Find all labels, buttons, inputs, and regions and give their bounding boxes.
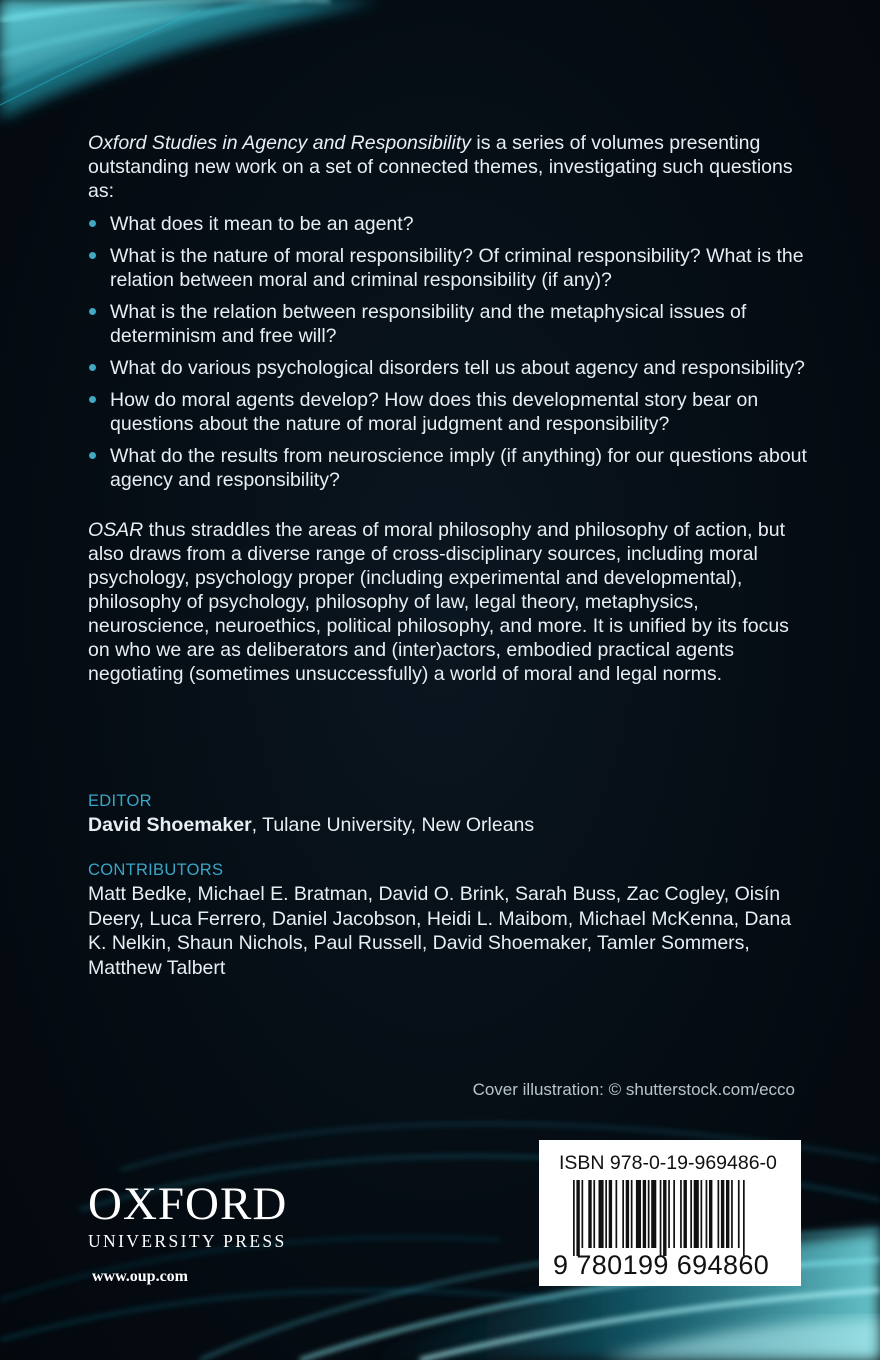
barcode-bar [684, 1180, 687, 1248]
intro-paragraph [88, 131, 808, 203]
barcode-bar [631, 1180, 633, 1248]
barcode-bar [701, 1180, 703, 1248]
top-swoosh [0, 0, 380, 120]
barcode-bar [660, 1180, 662, 1256]
bullet-icon [89, 364, 96, 371]
question-list [88, 212, 808, 492]
list-item: What does it mean to be an agent? [88, 212, 808, 236]
barcode-bar [648, 1180, 650, 1248]
barcode-bar [726, 1180, 729, 1248]
barcode-bar [636, 1180, 641, 1248]
publisher-subtitle: UNIVERSITY PRESS [88, 1231, 287, 1251]
barcode-bar [599, 1180, 604, 1248]
bullet-icon [89, 308, 96, 315]
barcode-bar [576, 1180, 579, 1256]
barcode-bar [573, 1180, 575, 1256]
barcode-bar [626, 1180, 629, 1248]
barcode-bar [694, 1180, 699, 1248]
editor-heading: EDITOR [88, 792, 152, 810]
barcode-bar [706, 1180, 708, 1248]
list-item: How do moral agents develop? How does this developmental story bear on questions about the nature of moral judgment and responsibility? [88, 388, 808, 436]
intro-text: is a series of volumes presenting outstanding new work on a set of connected themes, investigating such questions as: [88, 132, 793, 202]
barcode-bar [731, 1180, 733, 1248]
barcode-bar [582, 1180, 584, 1248]
list-item: What do the results from neuroscience imply (if anything) for our questions about agency and responsibility? [88, 444, 808, 492]
barcode-bar [673, 1180, 675, 1248]
description-block [88, 131, 808, 686]
editor-affiliation: , Tulane University, New Orleans [251, 814, 535, 836]
osar-paragraph [88, 518, 808, 686]
contributors-section [88, 859, 808, 980]
barcode-bar [588, 1180, 591, 1248]
isbn-barcode [539, 1140, 801, 1286]
bullet-icon [89, 396, 96, 403]
list-item: What is the nature of moral responsibility? Of criminal responsibility? What is the relation between moral and criminal responsibility (if any)? [88, 244, 808, 292]
list-item: What do various psychological disorders tell us about agency and responsibility? [88, 356, 808, 380]
barcode-bar [616, 1180, 618, 1248]
barcode-bar [643, 1180, 646, 1248]
editor-name: David Shoemaker [88, 814, 252, 836]
series-title: Oxford Studies in Agency and Responsibility [88, 132, 471, 154]
barcode-bar [593, 1180, 595, 1248]
publisher-name: OXFORD [88, 1178, 288, 1230]
isbn-label: ISBN 978-0-19-969486-0 [559, 1152, 777, 1174]
editor-line [88, 813, 808, 837]
barcode-bar [743, 1180, 745, 1256]
osar-text: thus straddles the areas of moral philosophy and philosophy of action, but also draws from a diverse range of cross-disciplinary sources, including moral psychology, psychology proper (including experimental and developmental), philosophy of psychology, philosophy of law, legal theory, metaphysics, neuroscience, neuroethics, political philosophy, and more. It is unified by its focus on who we are as deliberators and (inter)actors, embodied practical agents negotiating (sometimes unsuccessfully) a world of moral and legal norms. [88, 519, 789, 685]
barcode-bar [651, 1180, 656, 1248]
osar-acronym: OSAR [88, 519, 144, 541]
barcode-bar [622, 1180, 624, 1248]
barcode-bar [718, 1180, 720, 1248]
barcode-bar [668, 1180, 670, 1248]
barcode-bar [690, 1180, 692, 1248]
barcode-bar [609, 1180, 612, 1248]
bullet-icon [89, 452, 96, 459]
list-item: What is the relation between responsibility and the metaphysical issues of determinism and free will? [88, 300, 808, 348]
contributors-heading: CONTRIBUTORS [88, 861, 224, 879]
oxford-logo [88, 1180, 287, 1252]
barcode-bar [663, 1180, 666, 1256]
barcode-bar [680, 1180, 682, 1248]
barcode-bar [605, 1180, 607, 1248]
bullet-icon [89, 252, 96, 259]
cover-illustration-credit: Cover illustration: © shutterstock.com/ecco [472, 1080, 795, 1099]
contributors-names: Matt Bedke, Michael E. Bratman, David O. Brink, Sarah Buss, Zac Cogley, Oisín Deery, Luca Ferrero, Daniel Jacobson, Heidi L. Maibom, Michael McKenna, Dana K. Nelkin, Shaun Nichols, Paul Russell, David Shoemaker, Tamler Sommers, Matthew Talbert [88, 883, 792, 979]
barcode-digits: 9 780199 694860 [553, 1250, 770, 1280]
barcode-bar [721, 1180, 724, 1248]
bullet-icon [89, 220, 96, 227]
barcode-bar [709, 1180, 712, 1248]
barcode-bar [738, 1180, 740, 1248]
editor-section [88, 790, 808, 837]
publisher-website-link[interactable]: www.oup.com [92, 1268, 189, 1285]
